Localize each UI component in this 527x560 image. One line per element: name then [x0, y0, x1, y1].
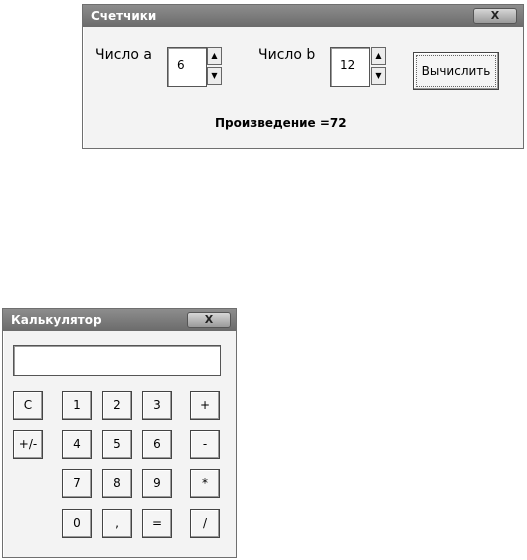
spinner-a-value: 6	[177, 58, 185, 72]
calculator-close-button[interactable]	[187, 312, 231, 328]
product-result: Произведение =72	[215, 116, 347, 130]
close-icon: X	[490, 9, 500, 22]
sign-toggle-button[interactable]: +/-	[13, 430, 43, 459]
spinner-b-value: 12	[340, 58, 356, 72]
calculator-title: Калькулятор	[11, 313, 102, 327]
calculator-window	[2, 308, 237, 558]
up-arrow-icon: ▲	[375, 51, 382, 60]
spinner-a-arrows	[207, 47, 222, 85]
spinner-a-field[interactable]	[167, 47, 207, 87]
spinner-b-field[interactable]	[330, 47, 370, 87]
compute-button[interactable]	[413, 52, 499, 90]
digit-3-button[interactable]: 3	[142, 391, 172, 420]
counters-titlebar	[83, 5, 523, 27]
equals-button[interactable]: =	[142, 509, 172, 538]
down-arrow-icon: ▼	[211, 71, 218, 80]
label-number-b: Число b	[258, 47, 316, 63]
digit-8-button[interactable]: 8	[102, 469, 132, 498]
digit-9-button[interactable]: 9	[142, 469, 172, 498]
spinner-b-up-button[interactable]	[371, 47, 386, 65]
close-icon: X	[204, 313, 214, 326]
spinner-b-down-button[interactable]	[371, 67, 386, 85]
counters-window	[82, 4, 524, 149]
spinner-a-down-button[interactable]	[207, 67, 222, 85]
up-arrow-icon: ▲	[211, 51, 218, 60]
digit-4-button[interactable]: 4	[62, 430, 92, 459]
minus-button[interactable]: -	[190, 430, 220, 459]
counters-close-button[interactable]	[473, 8, 517, 24]
divide-button[interactable]: /	[190, 509, 220, 538]
digit-5-button[interactable]: 5	[102, 430, 132, 459]
label-number-a: Число а	[95, 47, 152, 63]
comma-button[interactable]: ,	[102, 509, 132, 538]
digit-7-button[interactable]: 7	[62, 469, 92, 498]
clear-button[interactable]: C	[13, 391, 43, 420]
counters-title: Счетчики	[91, 9, 157, 23]
digit-6-button[interactable]: 6	[142, 430, 172, 459]
digit-0-button[interactable]: 0	[62, 509, 92, 538]
compute-button-label: Вычислить	[421, 64, 491, 78]
calculator-display[interactable]	[13, 345, 221, 376]
calculator-titlebar	[3, 309, 236, 331]
digit-2-button[interactable]: 2	[102, 391, 132, 420]
plus-button[interactable]: +	[190, 391, 220, 420]
down-arrow-icon: ▼	[375, 71, 382, 80]
spinner-a-up-button[interactable]	[207, 47, 222, 65]
digit-1-button[interactable]: 1	[62, 391, 92, 420]
multiply-button[interactable]: *	[190, 469, 220, 498]
spinner-b-arrows	[371, 47, 386, 85]
